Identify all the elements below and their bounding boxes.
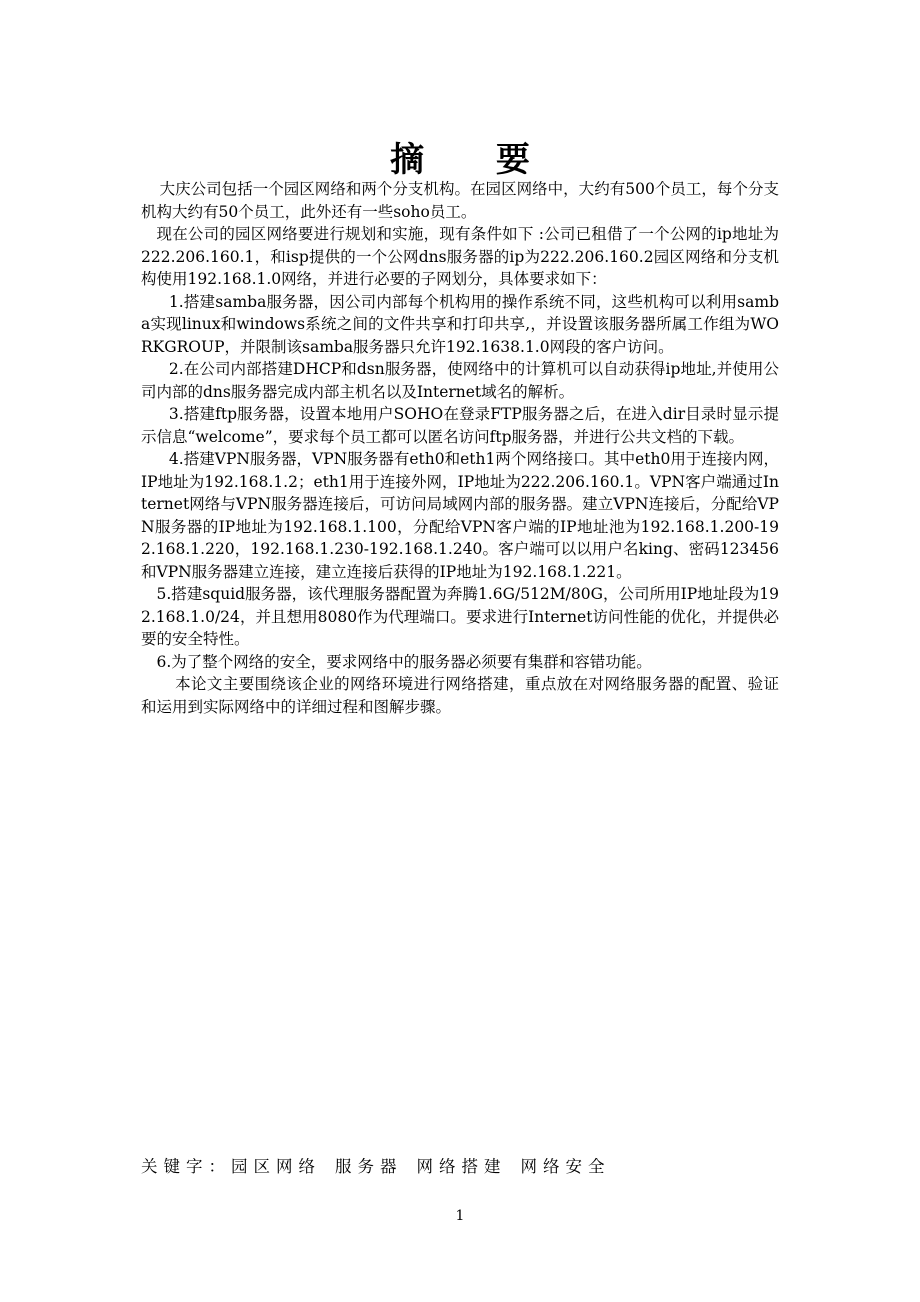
abstract-body [141, 178, 779, 718]
abstract-paragraph: 1.搭建samba服务器，因公司内部每个机构用的操作系统不同，这些机构可以利用samba实现linux和windows系统之间的文件共享和打印共享,，并设置该服务器所属工作组为WORKGROUP，并限制该samba服务器只允许192.1638.1.0网段的客户访问。 [141, 292, 779, 356]
keyword: 服务器 [335, 1157, 403, 1176]
abstract-paragraph: 大庆公司包括一个园区网络和两个分支机构。在园区网络中，大约有500个员工，每个分支机构大约有50个员工，此外还有一些soho员工。 [141, 180, 779, 221]
abstract-paragraph: 6.为了整个网络的安全，要求网络中的服务器必须要有集群和容错功能。 [156, 652, 652, 671]
abstract-paragraph: 3.搭建ftp服务器，设置本地用户SOHO在登录FTP服务器之后，在进入dir目录时显示提示信息“welcome”，要求每个员工都可以匿名访问ftp服务器，并进行公共文档的下载。 [141, 405, 779, 446]
keywords-label: 关键字： [141, 1157, 231, 1176]
keywords-line [141, 1155, 781, 1179]
keyword: 园区网络 [231, 1157, 321, 1176]
abstract-paragraph: 现在公司的园区网络要进行规划和实施，现有条件如下 :公司已租借了一个公网的ip地址为222.206.160.1，和isp提供的一个公网dns服务器的ip为222.206.160.2园区网络和分支机构使用192.168.1.0网络，并进行必要的子网划分，具体要求如下： [141, 225, 779, 288]
keyword: 网络搭建 [416, 1157, 507, 1176]
abstract-paragraph: 2.在公司内部搭建DHCP和dsn服务器，使网络中的计算机可以自动获得ip地址,并使用公司内部的dns服务器完成内部主机名以及Internet域名的解析。 [141, 360, 779, 401]
page-number: 1 [455, 1208, 465, 1224]
abstract-paragraph: 5.搭建squid服务器，该代理服务器配置为奔腾1.6G/512M/80G，公司所用IP地址段为192.168.1.0/24，并且想用8080作为代理端口。要求进行Internet访问性能的优化，并提供必要的安全特性。 [141, 585, 779, 648]
page-title: 摘 要 [390, 140, 560, 180]
abstract-paragraph: 本论文主要围绕该企业的网络环境进行网络搭建，重点放在对网络服务器的配置、验证和运用到实际网络中的详细过程和图解步骤。 [141, 675, 779, 716]
keyword: 网络安全 [520, 1157, 611, 1176]
abstract-paragraph: 4.搭建VPN服务器，VPN服务器有eth0和eth1两个网络接口。其中eth0用于连接内网，IP地址为192.168.1.2；eth1用于连接外网，IP地址为222.206.160.1。VPN客户端通过Internet网络与VPN服务器连接后，可访问局域网内部的服务器。建立VPN连接后，分配给VPN服务器的IP地址为192.168.1.100，分配给VPN客户端的IP地址池为192.168.1.200-192.168.1.220，192.168.1.230-192.168.1.240。客户端可以以用户名king、密码123456和VPN服务器建立连接，建立连接后获得的IP地址为192.168.1.221。 [141, 450, 779, 581]
